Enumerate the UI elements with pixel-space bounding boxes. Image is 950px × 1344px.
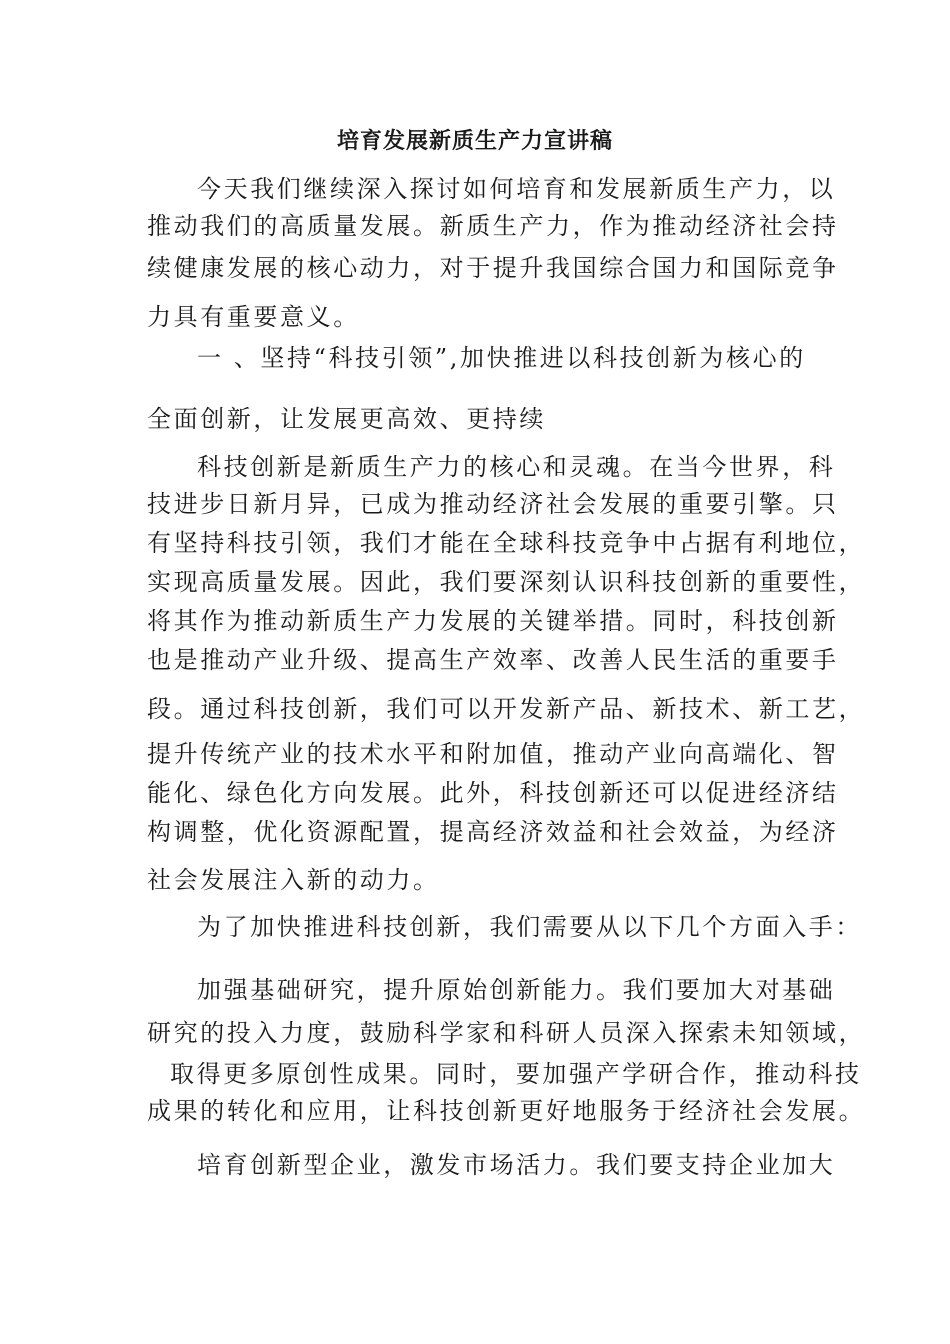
section-heading-line: 全面创新，让发展更高效、更持续 <box>147 405 546 433</box>
paragraph-line: 力具有重要意义。 <box>147 303 360 331</box>
paragraph-line: 为了加快推进科技创新，我们需要从以下几个方面入手： <box>197 913 862 941</box>
paragraph-line: 有坚持科技引领，我们才能在全球科技竞争中占据有利地位， <box>147 529 866 557</box>
paragraph-line: 科技创新是新质生产力的核心和灵魂。在当今世界，科 <box>197 453 836 481</box>
paragraph-line: 段。通过科技创新，我们可以开发新产品、新技术、新工艺， <box>147 695 866 723</box>
paragraph-line: 续健康发展的核心动力，对于提升我国综合国力和国际竞争 <box>147 254 839 282</box>
paragraph-line: 加强基础研究，提升原始创新能力。我们要加大对基础 <box>197 976 836 1004</box>
paragraph-line: 研究的投入力度，鼓励科学家和科研人员深入探索未知领域， <box>147 1019 866 1047</box>
paragraph-line: 成果的转化和应用，让科技创新更好地服务于经济社会发展。 <box>147 1097 866 1125</box>
paragraph-line: 能化、绿色化方向发展。此外，科技创新还可以促进经济结 <box>147 779 839 807</box>
document-title: 培育发展新质生产力宣讲稿 <box>336 129 613 154</box>
paragraph-line: 取得更多原创性成果。同时，要加强产学研合作，推动科技 <box>170 1060 862 1088</box>
paragraph-line: 提升传统产业的技术水平和附加值，推动产业向高端化、智 <box>147 740 839 768</box>
section-heading-line: 一 、坚持“科技引领”,加快推进以科技创新为核心的 <box>197 344 806 372</box>
paragraph-line: 培育创新型企业，激发市场活力。我们要支持企业加大 <box>197 1151 836 1179</box>
paragraph-line: 今天我们继续深入探讨如何培育和发展新质生产力，以 <box>197 175 836 203</box>
paragraph-line: 也是推动产业升级、提高生产效率、改善人民生活的重要手 <box>147 646 839 674</box>
paragraph-line: 构调整，优化资源配置，提高经济效益和社会效益，为经济 <box>147 818 839 846</box>
paragraph-line: 技进步日新月异，已成为推动经济社会发展的重要引擎。只 <box>147 490 839 518</box>
paragraph-line: 推动我们的高质量发展。新质生产力，作为推动经济社会持 <box>147 212 839 240</box>
paragraph-line: 实现高质量发展。因此，我们要深刻认识科技创新的重要性， <box>147 568 866 596</box>
paragraph-line: 社会发展注入新的动力。 <box>147 866 440 894</box>
paragraph-line: 将其作为推动新质生产力发展的关键举措。同时，科技创新 <box>147 607 839 635</box>
